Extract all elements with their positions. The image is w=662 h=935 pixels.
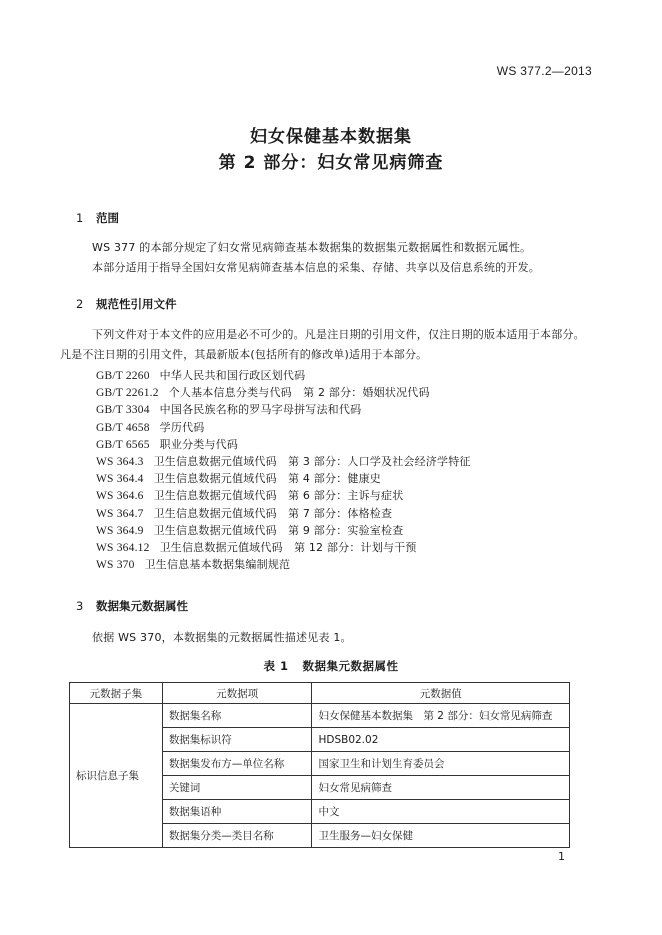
- section-3-heading: [76, 598, 188, 614]
- table-caption-title: 数据集元数据属性: [302, 659, 399, 673]
- section-3-number: 3: [76, 599, 84, 613]
- section-1-number: 1: [76, 211, 84, 225]
- reference-title: 卫生信息数据元值域代码 第 9 部分：实验室检查: [153, 523, 404, 537]
- section-3-intro: 依据 WS 370，本数据集的元数据属性描述见表 1。: [92, 631, 352, 644]
- table-caption: [0, 658, 662, 674]
- section-1-paragraph-2: 本部分适用于指导全国妇女常见病筛查基本信息的采集、存储、共享以及信息系统的开发。: [92, 261, 540, 274]
- table-group-cell: 标识信息子集: [70, 704, 163, 848]
- reference-item: [96, 522, 471, 539]
- table-value-cell: 妇女常见病筛查: [312, 776, 570, 800]
- table-value-cell: 中文: [312, 800, 570, 824]
- section-2-title: 规范性引用文件: [96, 297, 177, 311]
- reference-item: [96, 556, 471, 573]
- table-item-cell: 数据集语种: [162, 800, 312, 824]
- page-number: 1: [558, 850, 565, 863]
- table-value-cell: 妇女保健基本数据集 第 2 部分：妇女常见病筛查: [312, 704, 570, 728]
- reference-title: 职业分类与代码: [159, 437, 239, 451]
- section-1-title: 范围: [96, 211, 119, 225]
- reference-code: WS 364.12: [96, 541, 150, 554]
- section-1-paragraph-1: WS 377 的本部分规定了妇女常见病筛查基本数据集的数据集元数据属性和数据元属性。: [92, 241, 532, 254]
- reference-code: WS 364.9: [96, 524, 144, 537]
- reference-title: 卫生信息数据元值域代码 第 7 部分：体格检查: [153, 506, 393, 520]
- reference-title: 中国各民族名称的罗马字母拼写法和代码: [159, 403, 362, 417]
- reference-code: GB/T 2261.2: [96, 387, 159, 400]
- reference-code: WS 364.3: [96, 455, 144, 468]
- reference-code: GB/T 2260: [96, 370, 150, 382]
- table-item-cell: 数据集名称: [162, 704, 312, 728]
- reference-item: [96, 505, 471, 522]
- reference-title: 卫生信息基本数据集编制规范: [144, 558, 291, 572]
- reference-item: [96, 470, 471, 487]
- reference-item: [96, 401, 471, 418]
- reference-title: 学历代码: [159, 420, 205, 434]
- table-item-cell: 数据集发布方—单位名称: [162, 752, 312, 776]
- section-2-number: 2: [76, 297, 84, 311]
- reference-code: GB/T 3304: [96, 404, 150, 417]
- table-header-cell: 元数据子集: [70, 683, 163, 704]
- reference-title: 卫生信息数据元值域代码 第 6 部分：主诉与症状: [153, 489, 404, 503]
- standard-code: WS 377.2—2013: [496, 64, 592, 78]
- table-header-cell: 元数据值: [312, 683, 570, 704]
- reference-code: GB/T 6565: [96, 438, 150, 451]
- reference-code: WS 370: [96, 559, 135, 572]
- metadata-table: [69, 682, 570, 848]
- reference-item: [96, 487, 471, 504]
- reference-code: WS 364.6: [96, 490, 144, 503]
- table-header-row: [70, 683, 570, 704]
- table-item-cell: 关键词: [162, 776, 312, 800]
- table-caption-number: 表 1: [263, 659, 289, 673]
- section-2-heading: [76, 296, 177, 312]
- reference-title: 个人基本信息分类与代码 第 2 部分：婚姻状况代码: [168, 386, 430, 400]
- reference-code: WS 364.7: [96, 507, 144, 520]
- reference-item: [96, 419, 471, 436]
- reference-code: GB/T 4658: [96, 421, 150, 434]
- section-1-heading: [76, 210, 119, 226]
- document-title: 妇女保健基本数据集: [250, 127, 412, 147]
- reference-title: 卫生信息数据元值域代码 第 4 部分：健康史: [153, 472, 381, 486]
- table-item-cell: 数据集分类—类目名称: [162, 824, 312, 848]
- reference-item: [96, 436, 471, 453]
- reference-title: 卫生信息数据元值域代码 第 12 部分：计划与干预: [159, 540, 417, 554]
- table-header-cell: 元数据项: [162, 683, 312, 704]
- table-row: [70, 704, 570, 728]
- reference-item: [96, 384, 471, 401]
- reference-item: [96, 367, 471, 384]
- reference-item: [96, 539, 471, 556]
- section-2-intro: 下列文件对于本文件的应用是必不可少的。凡是注日期的引用文件，仅注日期的版本适用于本部分。凡是不注日期的引用文件，其最新版本(包括所有的修改单)适用于本部分。: [60, 328, 585, 361]
- reference-code: WS 364.4: [96, 473, 144, 486]
- normative-references-list: [96, 367, 471, 573]
- table-value-cell: HDSB02.02: [312, 728, 570, 752]
- reference-title: 卫生信息数据元值域代码 第 3 部分：人口学及社会经济学特征: [153, 454, 471, 468]
- reference-item: [96, 453, 471, 470]
- table-value-cell: 国家卫生和计划生育委员会: [312, 752, 570, 776]
- table-item-cell: 数据集标识符: [162, 728, 312, 752]
- section-3-title: 数据集元数据属性: [96, 599, 188, 613]
- reference-title: 中华人民共和国行政区划代码: [159, 369, 306, 382]
- document-subtitle: 第 2 部分：妇女常见病筛查: [218, 153, 444, 173]
- table-value-cell: 卫生服务—妇女保健: [312, 824, 570, 848]
